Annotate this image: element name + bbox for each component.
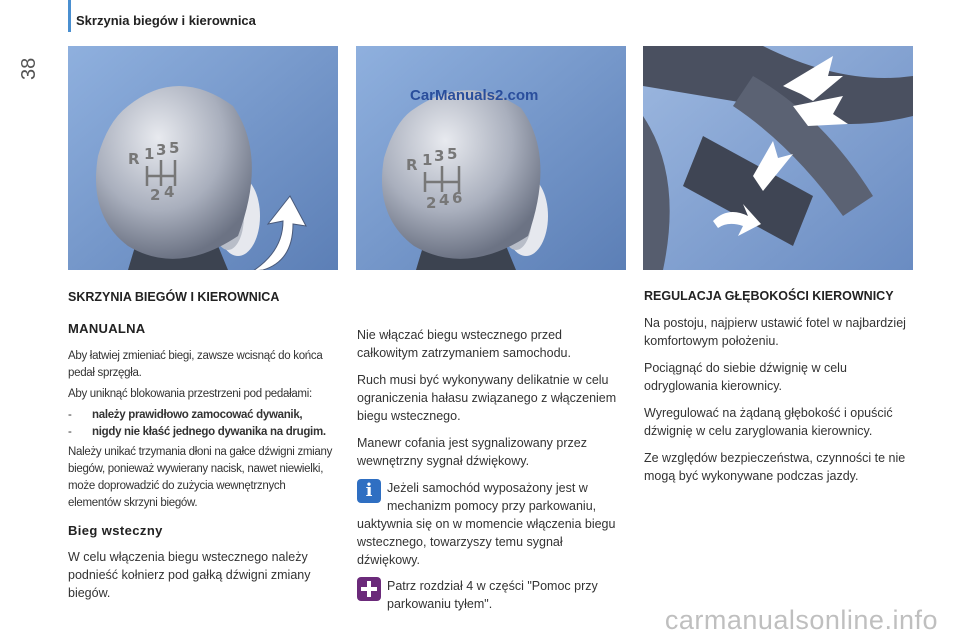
page-number: 38 [18, 57, 40, 80]
column-steering-adjustment [644, 288, 918, 494]
paragraph-seat-first: Na postoju, najpierw ustawić fotel w najbardziej komfortowym położeniu. [644, 316, 906, 348]
knob2-label-6: 6 [452, 189, 463, 207]
knob2-label-5: 5 [447, 145, 458, 163]
paragraph-hand-on-knob: Należy unikać trzymania dłoni na gałce dźwigni zmiany biegów, ponieważ wywierany nacisk, nawet niewielki, może doprowadzić do zużycia wewnętrznych elementów skrzyni biegów. [68, 446, 333, 509]
knob1-label-1: 1 [144, 145, 155, 163]
knob2-label-4: 4 [439, 191, 450, 209]
bullet-item: - należy prawidłowo zamocować dywanik, [68, 409, 303, 421]
info-note-lead: Jeżeli samochód wyposażony jest w mechanizm pomocy przy parkowaniu, [387, 481, 597, 513]
column-reverse-notes [357, 326, 622, 621]
knob1-label-5: 5 [169, 139, 180, 157]
knob2-label-1: 1 [422, 151, 433, 169]
gear-knob-illustration-2 [356, 46, 626, 270]
knob1-label-2: 2 [150, 186, 161, 204]
knob1-label-4: 4 [164, 183, 175, 201]
knob2-label-3: 3 [434, 147, 445, 165]
knob1-label-3: 3 [156, 141, 167, 159]
knob2-label-r: R [406, 156, 418, 174]
info-note-body: uaktywnia się on w momencie włączenia biegu wstecznego, towarzyszy temu sygnał dźwiękowy. [357, 517, 616, 567]
paragraph-safety: Ze względów bezpieczeństwa, czynności te nie mogą być wykonywane podczas jazdy. [644, 451, 906, 483]
info-note [357, 479, 622, 569]
column-manual-gearbox [68, 288, 338, 602]
watermark-bottom: carmanualsonline.info [664, 605, 938, 635]
paragraph-reverse-signal: Manewr cofania jest sygnalizowany przez wewnętrzny sygnał dźwiękowy. [357, 436, 587, 468]
paragraph-gentle-move: Ruch musi być wykonywany delikatnie w celu ograniczenia hałasu związanego z włączeniem biegu wstecznego. [357, 373, 617, 423]
reference-note [357, 577, 622, 613]
header-accent-bar [68, 0, 71, 32]
knob1-label-r: R [128, 150, 140, 168]
steering-heading: REGULACJA GŁĘBOKOŚCI KIEROWNICY [644, 289, 894, 303]
subheading-manual: MANUALNA [68, 321, 146, 336]
paragraph-stop-first: Nie włączać biegu wstecznego przed całkowitym zatrzymaniem samochodu. [357, 328, 571, 360]
paragraph-clutch: Aby łatwiej zmieniać biegi, zawsze wcisnąć do końca pedał sprzęgła. [68, 350, 323, 379]
knob2-label-2: 2 [426, 194, 437, 212]
paragraph-pedal-space: Aby uniknąć blokowania przestrzeni pod pedałami: [68, 388, 312, 400]
section-heading: SKRZYNIA BIEGÓW I KIEROWNICA [68, 290, 280, 304]
plus-icon [357, 577, 381, 601]
reference-note-text: Patrz rozdział 4 w części "Pomoc przy parkowaniu tyłem". [387, 579, 598, 611]
paragraph-pull-lever: Pociągnąć do siebie dźwignię w celu odryglowania kierownicy. [644, 361, 847, 393]
watermark-top: CarManuals2.com [410, 87, 539, 104]
paragraph-reverse-engage: W celu włączenia biegu wstecznego należy podnieść kołnierz pod gałką dźwigni zmiany biegów. [68, 550, 311, 600]
paragraph-adjust-depth: Wyregulować na żądaną głębokość i opuścić dźwignię w celu zaryglowania kierownicy. [644, 406, 893, 438]
steering-adjustment-illustration [643, 46, 913, 270]
subheading-reverse-gear: Bieg wsteczny [68, 523, 163, 538]
info-icon: i [357, 479, 381, 503]
section-title: Skrzynia biegów i kierownica [76, 13, 256, 28]
gear-knob-illustration-1 [68, 46, 338, 270]
bullet-item: - nigdy nie kłaść jednego dywanika na drugim. [68, 426, 326, 438]
